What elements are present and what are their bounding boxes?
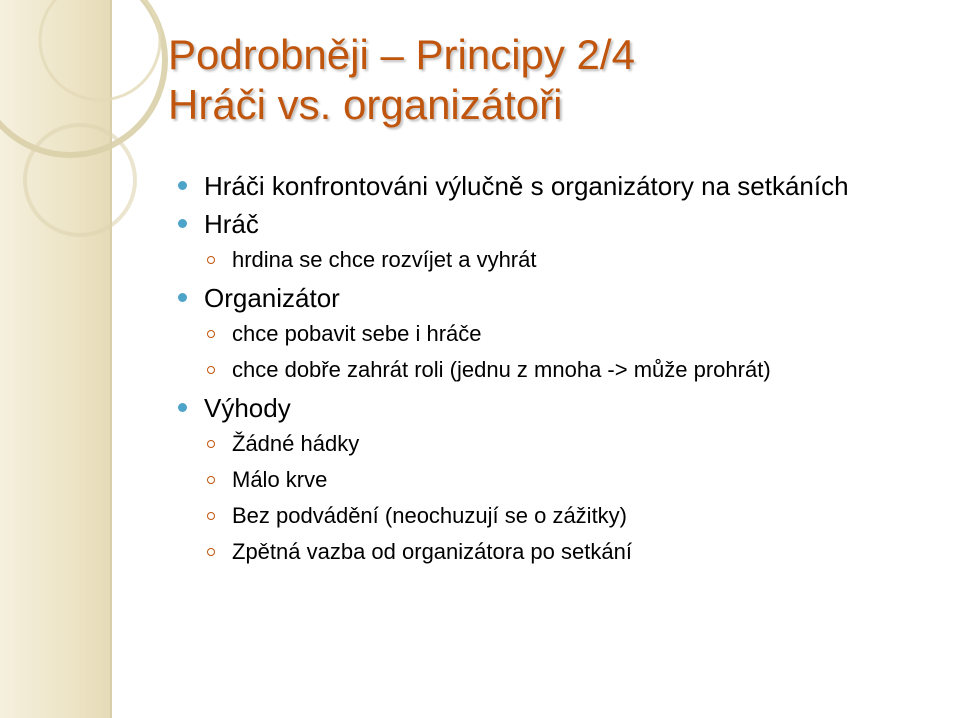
ring-bullet-icon <box>207 366 215 374</box>
sub-bullet-text: hrdina se chce rozvíjet a vyhrát <box>232 247 537 272</box>
bullet-icon <box>178 181 187 190</box>
bullet-item <box>178 282 938 314</box>
bullet-text: Výhody <box>204 393 291 423</box>
sub-bullet-item <box>178 502 938 530</box>
sub-bullet-item <box>178 356 938 384</box>
bullet-item <box>178 170 938 202</box>
bullet-list <box>178 170 938 574</box>
bullet-icon <box>178 403 187 412</box>
bullet-text: Hráči konfrontováni výlučně s organizátory na setkáních <box>204 171 849 201</box>
ring-bullet-icon <box>207 512 215 520</box>
sub-bullet-text: Zpětná vazba od organizátora po setkání <box>232 539 632 564</box>
sub-bullet-item <box>178 246 938 274</box>
sub-bullet-item <box>178 466 938 494</box>
sub-bullet-item <box>178 430 938 458</box>
title-line-2: Hráči vs. organizátoři <box>168 81 563 128</box>
sub-bullet-text: Málo krve <box>232 467 328 492</box>
sub-bullet-text: Bez podvádění (neochuzují se o zážitky) <box>232 503 628 528</box>
title-line-1: Podrobněji – Principy 2/4 <box>168 31 635 78</box>
sub-bullet-text: Žádné hádky <box>232 431 360 456</box>
sub-bullet-item <box>178 320 938 348</box>
sub-bullet-item <box>178 538 938 566</box>
bullet-item <box>178 208 938 240</box>
ring-bullet-icon <box>207 440 215 448</box>
bullet-item <box>178 392 938 424</box>
ring-bullet-icon <box>207 256 215 264</box>
bullet-icon <box>178 219 187 228</box>
bullet-text: Hráč <box>204 209 259 239</box>
ring-bullet-icon <box>207 330 215 338</box>
bullet-text: Organizátor <box>204 283 340 313</box>
bullet-icon <box>178 293 187 302</box>
ring-bullet-icon <box>207 548 215 556</box>
slide-title <box>168 30 928 130</box>
sub-bullet-text: chce pobavit sebe i hráče <box>232 321 482 346</box>
ring-bullet-icon <box>207 476 215 484</box>
sub-bullet-text: chce dobře zahrát roli (jednu z mnoha -> může prohrát) <box>232 357 771 382</box>
